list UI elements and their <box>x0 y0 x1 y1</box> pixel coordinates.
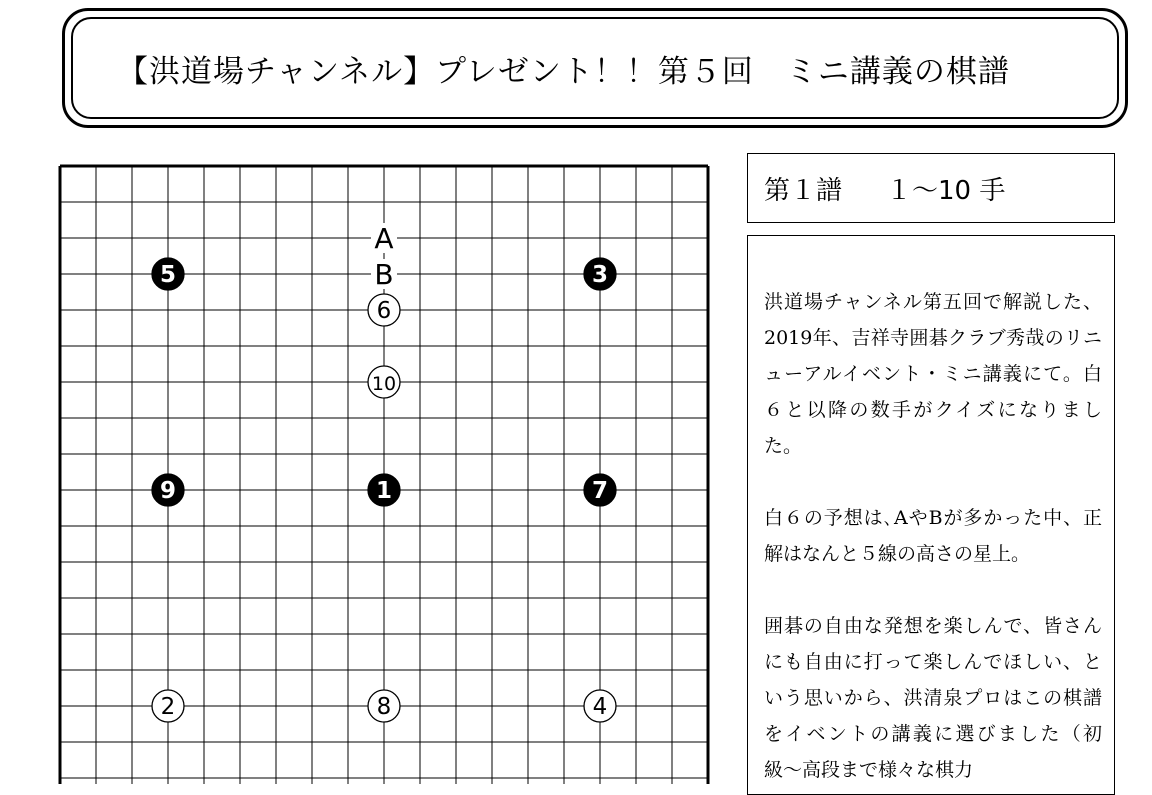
board-marker-b <box>371 258 397 291</box>
stone-move-5 <box>152 258 184 290</box>
stone-number: 6 <box>376 298 392 324</box>
stone-number: 5 <box>159 262 177 288</box>
stone-move-6 <box>368 294 400 326</box>
board-marker-a <box>371 222 397 255</box>
go-board <box>58 164 712 784</box>
stone-move-9 <box>152 474 184 506</box>
stone-number: 7 <box>591 478 609 504</box>
go-board-diagram <box>58 164 712 784</box>
stone-move-1 <box>368 474 400 506</box>
stone-number: 2 <box>160 694 176 720</box>
stone-move-3 <box>584 258 616 290</box>
commentary-paragraph-1: 洪道場チャンネル第五回で解説した、2019年、吉祥寺囲碁クラブ秀哉のリニューアルイベント・ミニ講義にて。白６と以降の数手がクイズになりました。 <box>764 291 1102 457</box>
commentary-paragraph-3: 囲碁の自由な発想を楽しんで、皆さんにも自由に打って楽しんでほしい、という思いから、洪清泉プロはこの棋譜をイベントの講義に選びました（初級〜高段まで様々な棋力 <box>764 615 1102 781</box>
stone-number: 1 <box>375 478 393 504</box>
move-range: １〜10 手 <box>886 175 1006 206</box>
stone-number: 3 <box>591 262 609 288</box>
marker-label: A <box>374 222 394 255</box>
commentary-box <box>747 235 1115 795</box>
stone-move-4 <box>584 690 616 722</box>
stone-number: 4 <box>592 694 608 720</box>
diagram-number: 第１譜 <box>764 175 843 206</box>
stone-number: 8 <box>376 694 392 720</box>
stone-move-7 <box>584 474 616 506</box>
stone-number: 10 <box>371 373 397 395</box>
stone-move-2 <box>152 690 184 722</box>
title-frame-inner <box>71 17 1119 119</box>
stone-move-10 <box>368 366 400 398</box>
stone-move-8 <box>368 690 400 722</box>
marker-label: B <box>374 258 394 291</box>
stone-number: 9 <box>159 478 177 504</box>
diagram-heading <box>747 153 1115 223</box>
commentary-paragraph-2: 白６の予想は､AやBが多かった中、正解はなんと５線の高さの星上。 <box>764 507 1102 565</box>
page-title: 【洪道場チャンネル】プレゼント！！第５回 ミニ講義の棋譜 <box>117 53 1010 90</box>
title-frame <box>62 8 1128 128</box>
